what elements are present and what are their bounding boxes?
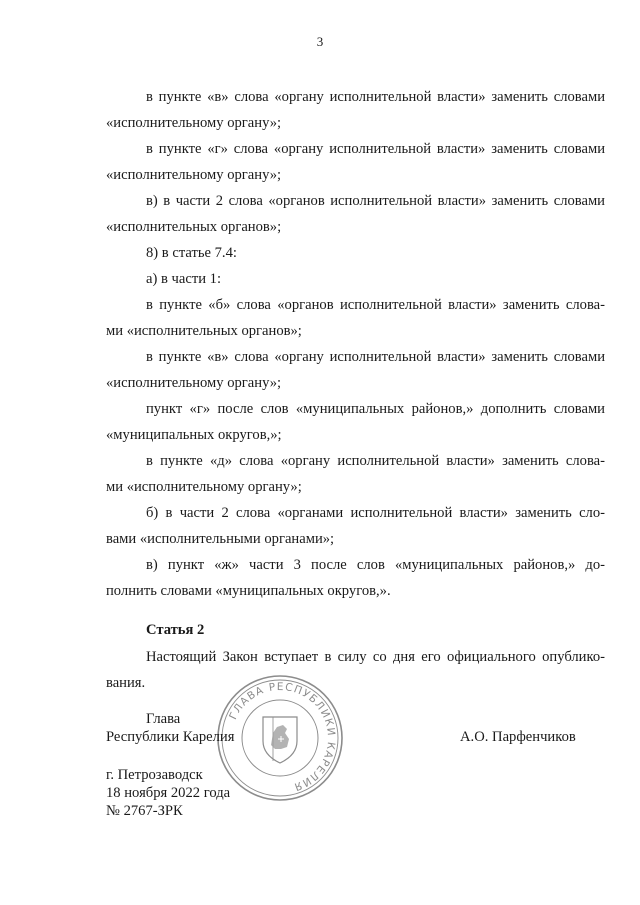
article-text-line: вания. <box>106 675 146 691</box>
text-line: «исполнительному органу»; <box>106 375 282 391</box>
article-heading: Статья 2 <box>146 622 205 638</box>
seal-text: ГЛАВА РЕСПУБЛИКИ КАРЕЛИЯ <box>227 680 338 793</box>
text-line: в пункте «б» слова «органов исполнительной власти» заменить слова- <box>146 297 605 313</box>
text-line: ми «исполнительных органов»; <box>106 323 302 339</box>
text-line: в пункте «в» слова «органу исполнительной власти» заменить словами <box>146 89 605 105</box>
text-line: в пункте «г» слова «органу исполнительной власти» заменить словами <box>146 141 605 157</box>
coat-of-arms-icon <box>263 717 297 763</box>
text-line: «исполнительному органу»; <box>106 167 282 183</box>
text-line: в) пункт «ж» части 3 после слов «муниципальных районов,» до- <box>146 557 605 573</box>
text-line: а) в части 1: <box>146 271 222 287</box>
text-line: б) в части 2 слова «органами исполнительной власти» заменить сло- <box>146 505 605 521</box>
text-line: в) в части 2 слова «органов исполнительной власти» заменить словами <box>146 193 605 209</box>
text-line: ми «исполнительному органу»; <box>106 479 302 495</box>
text-line: «исполнительному органу»; <box>106 115 282 131</box>
text-line: пункт «г» после слов «муниципальных районов,» дополнить словами <box>146 401 605 417</box>
text-line: «исполнительных органов»; <box>106 219 282 235</box>
issue-place: г. Петрозаводск <box>106 767 203 783</box>
page-number: 3 <box>316 34 324 49</box>
signatory-title: Глава <box>146 711 181 727</box>
text-line: полнить словами «муниципальных округов,». <box>106 583 391 599</box>
text-line: в пункте «в» слова «органу исполнительной власти» заменить словами <box>146 349 605 365</box>
issue-date: 18 ноября 2022 года <box>106 785 231 801</box>
official-seal-stamp <box>215 673 345 803</box>
text-line: в пункте «д» слова «органу исполнительной власти» заменить слова- <box>146 453 605 469</box>
text-line: 8) в статье 7.4: <box>146 245 237 261</box>
signatory-name: А.О. Парфенчиков <box>460 729 576 745</box>
signatory-title: Республики Карелия <box>106 729 235 745</box>
text-line: «муниципальных округов,»; <box>106 427 282 443</box>
article-text-line: Настоящий Закон вступает в силу со дня его официального опублико- <box>146 649 605 665</box>
text-line: вами «исполнительными органами»; <box>106 531 335 547</box>
law-number: № 2767-ЗРК <box>106 803 183 819</box>
